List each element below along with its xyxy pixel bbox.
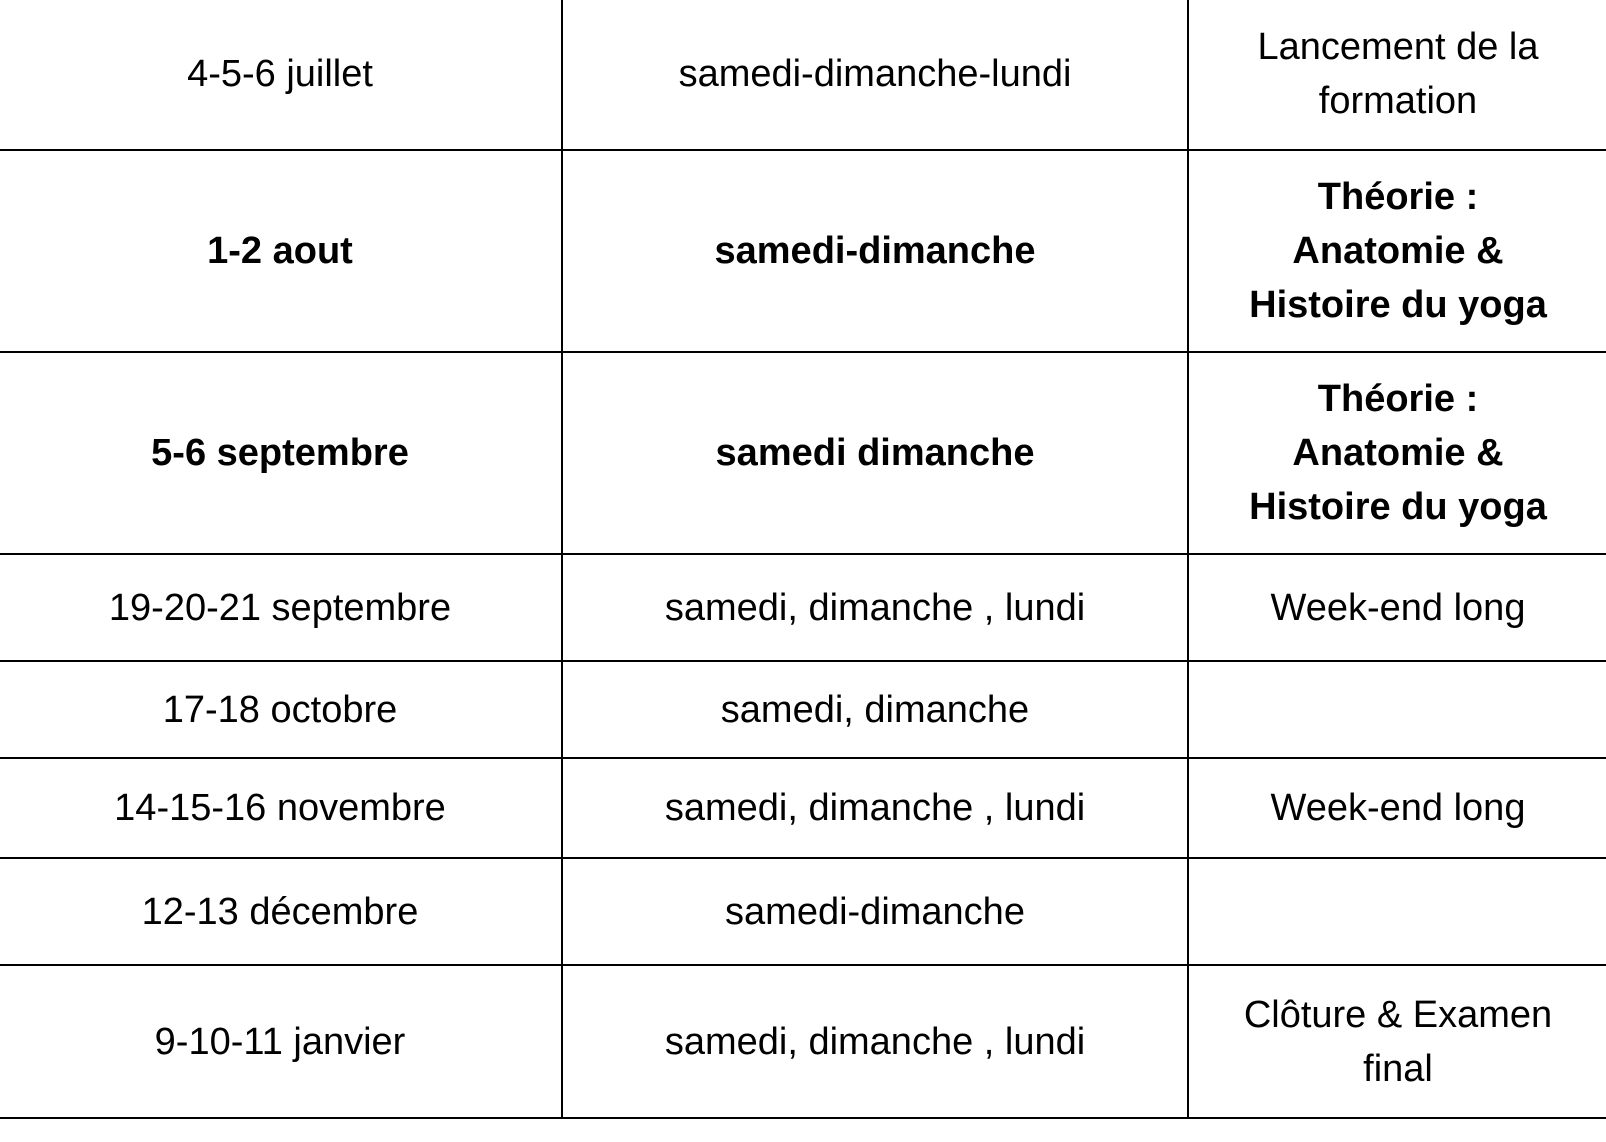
dates-text: 4-5-6 juillet bbox=[187, 53, 373, 95]
days-cell bbox=[562, 554, 1188, 661]
dates-cell bbox=[0, 150, 562, 352]
days-text: samedi dimanche bbox=[715, 432, 1035, 474]
table-row bbox=[0, 150, 1606, 352]
note-cell bbox=[1188, 758, 1606, 858]
note-cell bbox=[1188, 150, 1606, 352]
days-cell bbox=[562, 965, 1188, 1118]
dates-cell bbox=[0, 858, 562, 965]
table-row bbox=[0, 758, 1606, 858]
dates-text: 14-15-16 novembre bbox=[114, 787, 446, 829]
note-cell bbox=[1188, 554, 1606, 661]
dates-text: 9-10-11 janvier bbox=[154, 1020, 406, 1063]
table-row bbox=[0, 554, 1606, 661]
table-row bbox=[0, 965, 1606, 1118]
dates-text: 1-2 aout bbox=[207, 230, 353, 272]
dates-text: 19-20-21 septembre bbox=[108, 586, 452, 629]
dates-text: 5-6 septembre bbox=[151, 432, 409, 474]
dates-cell bbox=[0, 758, 562, 858]
note-cell bbox=[1188, 965, 1606, 1118]
table-row bbox=[0, 858, 1606, 965]
dates-cell bbox=[0, 554, 562, 661]
note-text: Week-end long bbox=[1270, 787, 1526, 829]
note-text: Théorie : Anatomie & Histoire du yoga bbox=[1249, 176, 1547, 326]
note-text: Théorie : Anatomie & Histoire du yoga bbox=[1249, 378, 1547, 528]
dates-cell bbox=[0, 352, 562, 554]
dates-cell bbox=[0, 0, 562, 150]
note-text: Clôture & Examen final bbox=[1243, 993, 1553, 1090]
dates-text: 17-18 octobre bbox=[162, 688, 398, 731]
days-text: samedi, dimanche , lundi bbox=[664, 586, 1086, 629]
note-cell bbox=[1188, 858, 1606, 965]
note-text: Lancement de la formation bbox=[1257, 26, 1539, 122]
days-text: samedi, dimanche , lundi bbox=[664, 787, 1086, 829]
dates-cell bbox=[0, 661, 562, 758]
days-cell bbox=[562, 661, 1188, 758]
note-cell bbox=[1188, 661, 1606, 758]
days-text: samedi-dimanche bbox=[714, 230, 1036, 272]
table-row bbox=[0, 352, 1606, 554]
days-text: samedi-dimanche-lundi bbox=[678, 53, 1072, 95]
days-cell bbox=[562, 0, 1188, 150]
note-cell bbox=[1188, 352, 1606, 554]
days-text: samedi-dimanche bbox=[725, 890, 1025, 933]
days-text: samedi, dimanche , lundi bbox=[664, 1020, 1086, 1063]
table-row bbox=[0, 0, 1606, 150]
dates-text: 12-13 décembre bbox=[141, 890, 419, 933]
days-cell bbox=[562, 758, 1188, 858]
days-cell bbox=[562, 858, 1188, 965]
table-row bbox=[0, 661, 1606, 758]
dates-cell bbox=[0, 965, 562, 1118]
days-cell bbox=[562, 150, 1188, 352]
days-cell bbox=[562, 352, 1188, 554]
note-text: Week-end long bbox=[1270, 586, 1526, 629]
days-text: samedi, dimanche bbox=[720, 688, 1030, 731]
note-cell bbox=[1188, 0, 1606, 150]
